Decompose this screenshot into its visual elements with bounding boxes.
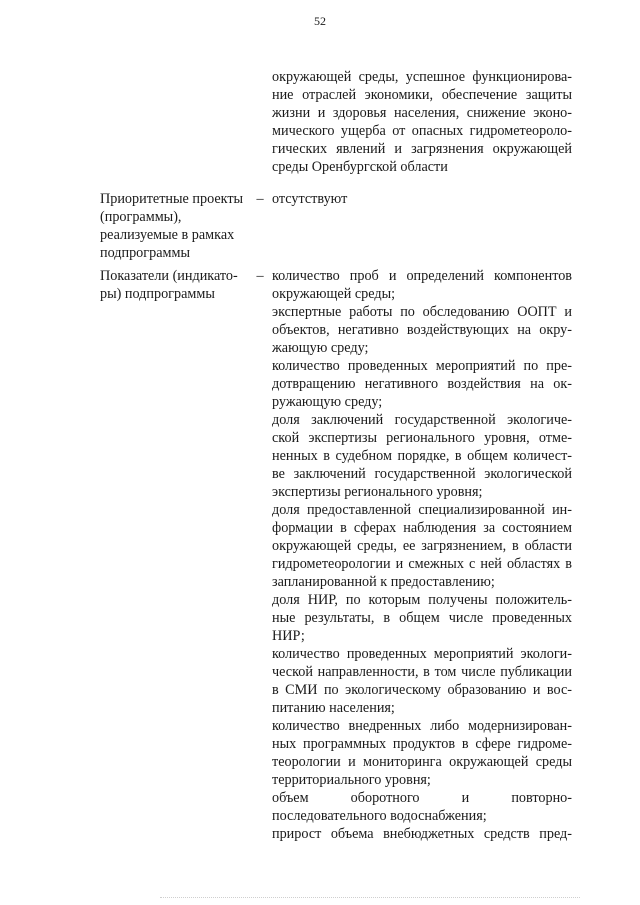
text-line: мического ущерба от опасных гидрометеороло- xyxy=(272,123,572,139)
indicator-line: количество проведенных мероприятий по пре- xyxy=(272,358,572,374)
row-label-line: (программы), xyxy=(100,209,182,225)
indicator-line: количество проб и определений компонентов xyxy=(272,268,572,284)
text-line: среды Оренбургской области xyxy=(272,159,448,175)
row-dash: – xyxy=(256,268,264,284)
indicator-line: формации в сферах наблюдения за состоянием xyxy=(272,520,572,536)
indicator-line: НИР; xyxy=(272,628,305,644)
row-dash: – xyxy=(256,191,264,207)
indicator-line: ской экспертизы регионального уровня, отме- xyxy=(272,430,572,446)
indicator-line: в СМИ по экологическому образованию и вос- xyxy=(272,682,572,698)
indicator-line: теорологии и мониторинга окружающей среды xyxy=(272,754,572,770)
indicator-line: объектов, негативно воздействующих на окру- xyxy=(272,322,572,338)
indicator-line: доля предоставленной специализированной ин- xyxy=(272,502,572,518)
indicator-line: экспертные работы по обследованию ООПТ и xyxy=(272,304,572,320)
indicator-line: доля заключений государственной экологиче- xyxy=(272,412,572,428)
row-label-line: реализуемые в рамках xyxy=(100,227,235,243)
indicator-line: прирост объема внебюджетных средств пред- xyxy=(272,826,572,842)
indicator-line: окружающей среды, ее загрязнением, в области xyxy=(272,538,572,554)
indicator-line: ненных в судебном порядке, в общем количест- xyxy=(272,448,572,464)
indicator-line: количество внедренных либо модернизирован- xyxy=(272,718,572,734)
text-line: окружающей среды, успешное функционирова- xyxy=(272,69,572,85)
indicator-line: последовательного водоснабжения; xyxy=(272,808,487,824)
row-label-line: подпрограммы xyxy=(100,245,190,261)
indicator-line: питанию населения; xyxy=(272,700,395,716)
indicator-line: жающую среду; xyxy=(272,340,369,356)
indicator-line: окружающей среды; xyxy=(272,286,396,302)
indicator-line: ные результаты, в общем числе проведенных xyxy=(272,610,572,626)
indicator-line: запланированной к предоставлению; xyxy=(272,574,495,590)
scan-edge-divider xyxy=(160,897,580,899)
row-label-line: Показатели (индикато- xyxy=(100,268,238,284)
indicator-line: доля НИР, по которым получены положитель- xyxy=(272,592,572,608)
indicator-line: дотвращению негативного воздействия на ок- xyxy=(272,376,572,392)
indicator-line: экспертизы регионального уровня; xyxy=(272,484,483,500)
indicator-line: ве заключений государственной экологической xyxy=(272,466,572,482)
text-line: гических явлений и загрязнения окружающей xyxy=(272,141,572,157)
text-line: жизни и здоровья населения, снижение эконо- xyxy=(272,105,572,121)
text-line: ние отраслей экономики, обеспечение защиты xyxy=(272,87,572,103)
indicator-line: территориального уровня; xyxy=(272,772,431,788)
indicator-line: ных программных продуктов в сфере гидроме- xyxy=(272,736,572,752)
indicator-line: количество проведенных мероприятий экологи- xyxy=(272,646,572,662)
row-value: отсутствуют xyxy=(272,191,348,207)
indicator-line: ческой направленности, в том числе публикации xyxy=(272,664,572,680)
page-number: 52 xyxy=(314,14,326,28)
row-label-line: ры) подпрограммы xyxy=(100,286,215,302)
row-label-line: Приоритетные проекты xyxy=(100,191,244,207)
indicator-line: гидрометеорологии и смежных с ней областях в xyxy=(272,556,572,572)
indicator-line: объем оборотного и повторно- xyxy=(272,790,572,806)
indicator-line: ружающую среду; xyxy=(272,394,383,410)
